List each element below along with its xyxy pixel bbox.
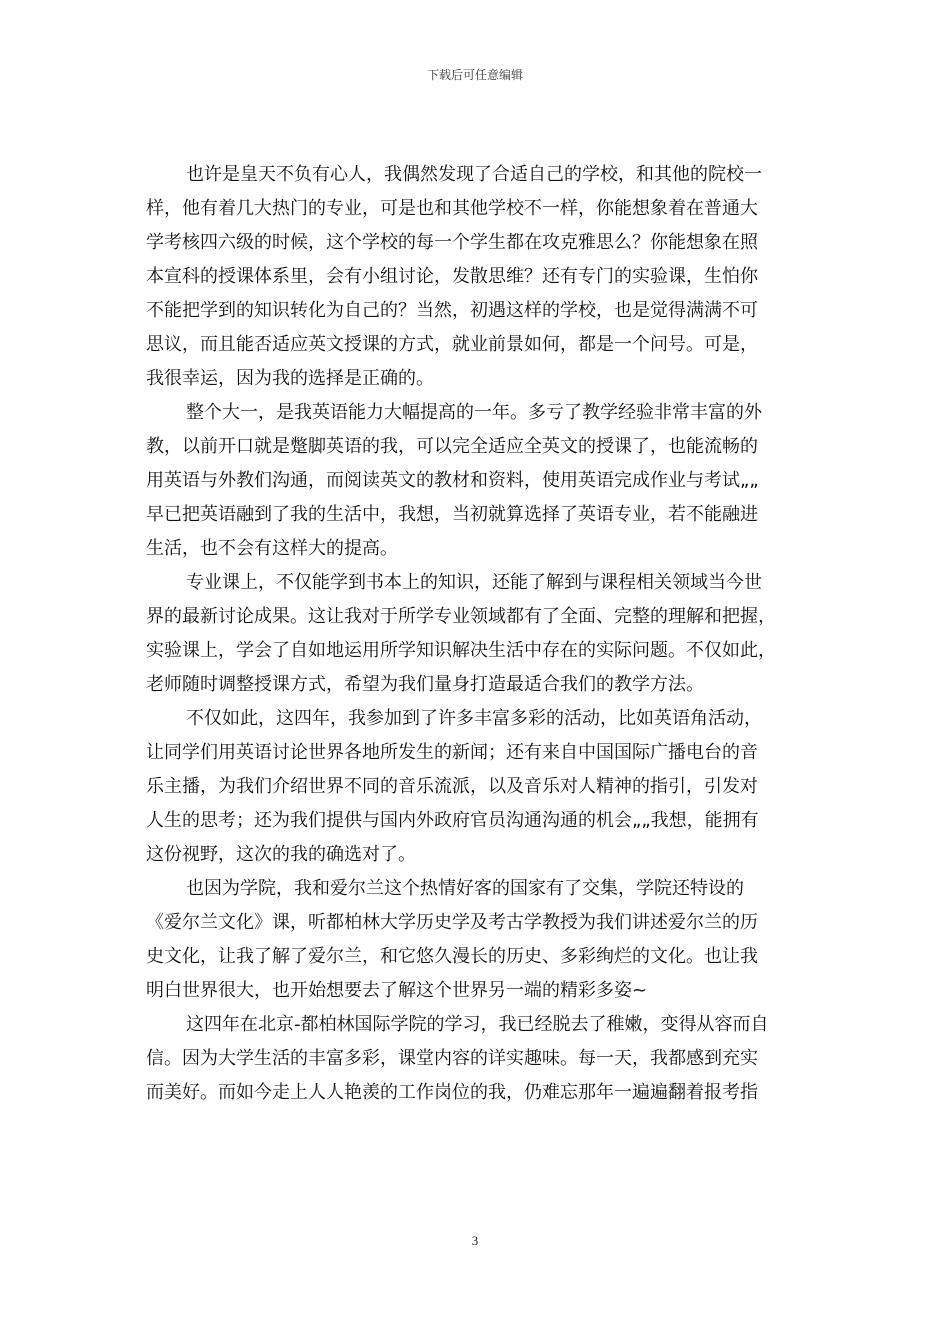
text-line: 《爱尔兰文化》课，听都柏林大学历史学及考古学教授为我们讲述爱尔兰的历: [146, 912, 758, 933]
text-line: 界的最新讨论成果。这让我对于所学专业领域都有了全面、完整的理解和把握，: [146, 606, 776, 627]
paragraph-4: [146, 702, 814, 872]
text-line: 信。因为大学生活的丰富多彩，课堂内容的详实趣味。每一天，我都感到充实: [146, 1048, 758, 1069]
paragraph-6: [146, 1008, 814, 1110]
paragraph-1: [146, 158, 814, 396]
text-line: 让同学们用英语讨论世界各地所发生的新闻；还有来自中国国际广播电台的音: [146, 742, 758, 763]
text-line: 不仅如此，这四年，我参加到了许多丰富多彩的活动，比如英语角活动，: [186, 708, 762, 729]
text-line: 明白世界很大，也开始想要去了解这个世界另一端的精彩多姿~: [146, 980, 648, 1001]
body-text: [146, 158, 814, 1110]
text-line: 思议，而且能否适应英文授课的方式，就业前景如何，都是一个问号。可是，: [146, 334, 758, 355]
text-line: 老师随时调整授课方式，希望为我们量身打造最适合我们的教学方法。: [146, 674, 704, 695]
text-line: 史文化，让我了解了爱尔兰，和它悠久漫长的历史、多彩绚烂的文化。也让我: [146, 946, 758, 967]
text-line: 也许是皇天不负有心人，我偶然发现了合适自己的学校，和其他的院校一: [186, 164, 762, 185]
paragraph-2: [146, 396, 814, 566]
text-line: 早已把英语融到了我的生活中，我想，当初就算选择了英语专业，若不能融进: [146, 504, 758, 525]
text-line: 也因为学院，我和爱尔兰这个热情好客的国家有了交集，学院还特设的: [186, 878, 744, 899]
text-line: 实验课上，学会了自如地运用所学知识解决生活中存在的实际问题。不仅如此，: [146, 640, 776, 661]
text-line: 用英语与外教们沟通，而阅读英文的教材和资料，使用英语完成作业与考试„„: [146, 470, 759, 491]
text-line: 整个大一，是我英语能力大幅提高的一年。多亏了教学经验非常丰富的外: [186, 402, 762, 423]
text-line: 教，以前开口就是蹩脚英语的我，可以完全适应全英文的授课了，也能流畅的: [146, 436, 758, 457]
paragraph-5: [146, 872, 814, 1008]
header-note: 下载后可任意编辑: [426, 68, 523, 82]
text-line: 而美好。而如今走上人人艳羡的工作岗位的我，仍难忘那年一遍遍翻着报考指: [146, 1082, 758, 1103]
text-line: 生活，也不会有这样大的提高。: [146, 538, 398, 559]
text-line: 这份视野，这次的我的确选对了。: [146, 844, 416, 865]
text-line: 我很幸运，因为我的选择是正确的。: [146, 368, 434, 389]
text-line: 不能把学到的知识转化为自己的？当然，初遇这样的学校，也是觉得满满不可: [146, 300, 758, 321]
text-line: 专业课上，不仅能学到书本上的知识，还能了解到与课程相关领域当今世: [186, 572, 762, 593]
paragraph-3: [146, 566, 814, 702]
text-line: 人生的思考；还为我们提供与国内外政府官员沟通沟通的机会„„我想，能拥有: [146, 810, 759, 831]
page-number: 3: [471, 1233, 479, 1248]
text-line: 本宣科的授课体系里，会有小组讨论，发散思维？还有专门的实验课，生怕你: [146, 266, 758, 287]
text-line: 样，他有着几大热门的专业，可是也和其他学校不一样，你能想象着在普通大: [146, 198, 758, 219]
text-line: 乐主播，为我们介绍世界不同的音乐流派，以及音乐对人精神的指引，引发对: [146, 776, 758, 797]
text-line: 这四年在北京-都柏林国际学院的学习，我已经脱去了稚嫩，变得从容而自: [186, 1014, 769, 1035]
text-line: 学考核四六级的时候，这个学校的每一个学生都在攻克雅思么？你能想象在照: [146, 232, 758, 253]
